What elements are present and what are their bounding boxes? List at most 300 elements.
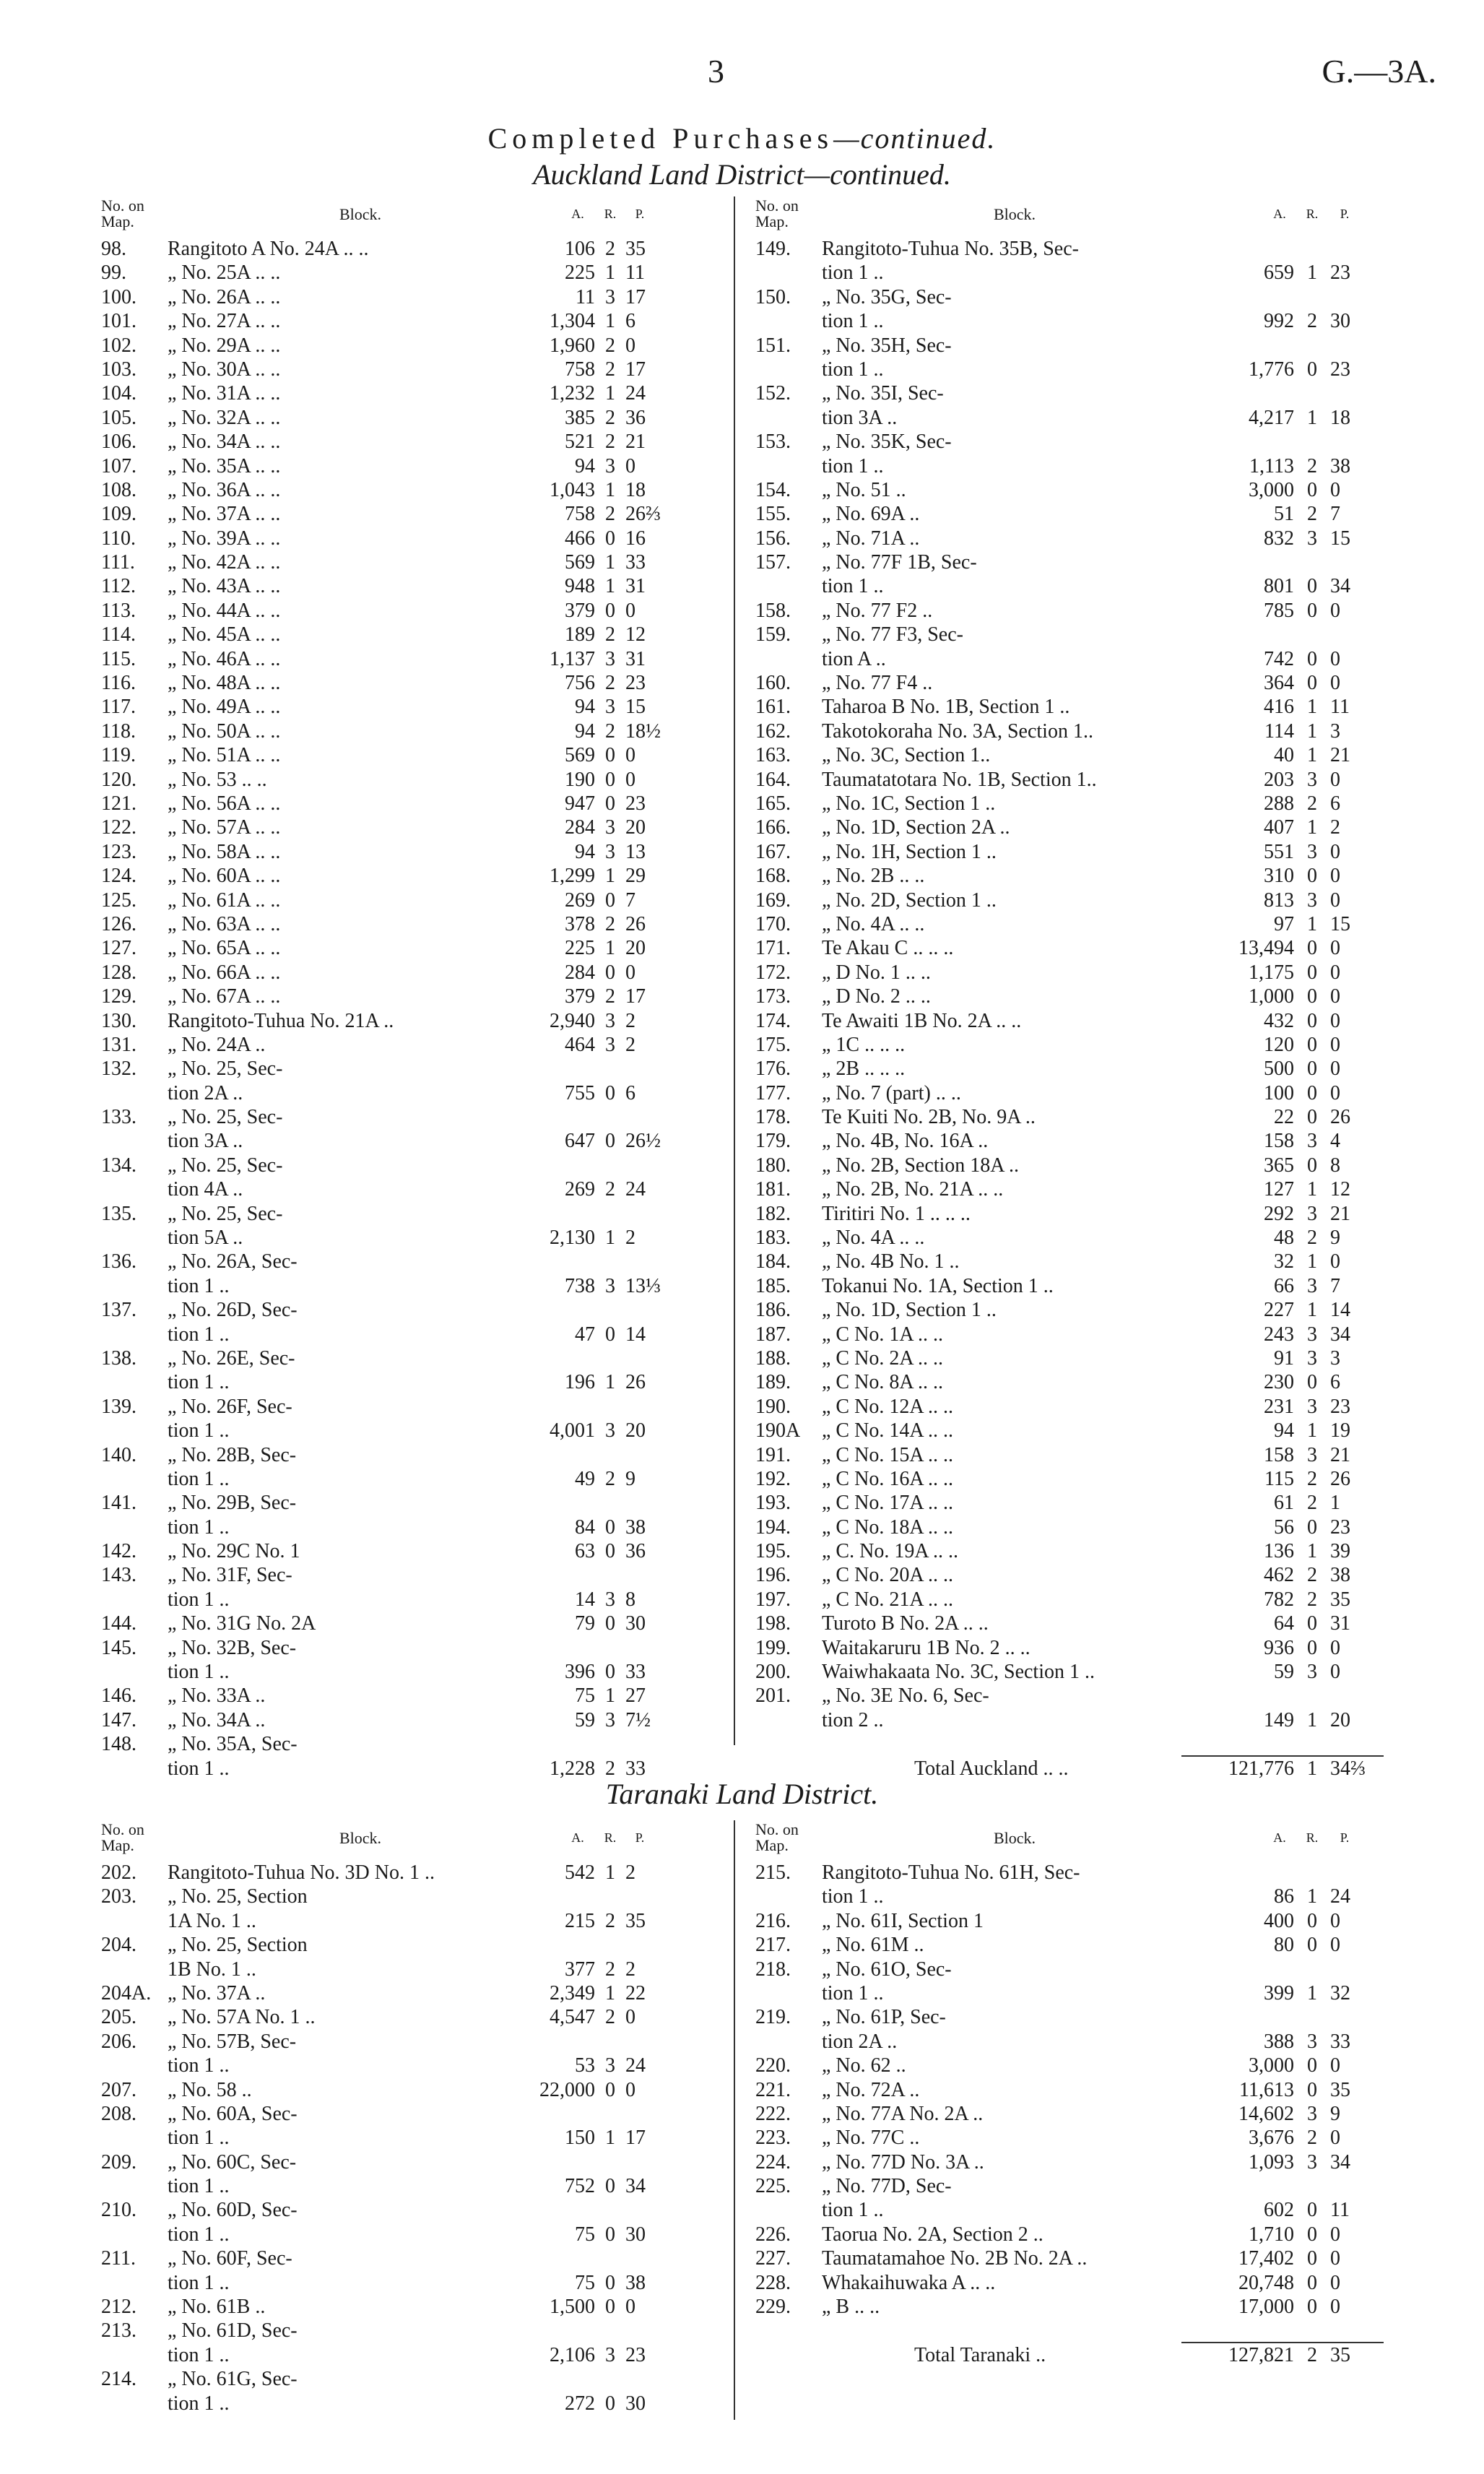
acres-value: 758 [565, 358, 595, 381]
map-number: 188. [755, 1346, 791, 1370]
acres-value: 948 [565, 575, 595, 598]
block-name: „ No. 4A .. .. [822, 1227, 925, 1250]
acres-value: 813 [1264, 888, 1294, 912]
perches-value: 2 [625, 1958, 635, 1981]
perches-value: 0 [1330, 1081, 1340, 1104]
acres-value: 569 [565, 744, 595, 767]
map-number: 169. [755, 888, 791, 912]
perches-value: 0 [1330, 1636, 1340, 1659]
map-number: 158. [755, 599, 791, 622]
roods-value: 0 [1307, 1057, 1317, 1081]
map-number: 109. [101, 503, 136, 526]
table-row [755, 2271, 1391, 2295]
perches-value: 35 [625, 1909, 646, 1932]
roods-value: 1 [605, 865, 615, 888]
table-row [755, 2054, 1391, 2077]
acres-value: 659 [1264, 261, 1294, 285]
table-row [755, 1154, 1391, 1177]
table-row [755, 285, 1391, 309]
acres-value: 106 [565, 238, 595, 260]
acres-value: 14 [575, 1588, 595, 1611]
table-row [101, 237, 708, 261]
acres-value: 400 [1264, 1909, 1294, 1932]
perches-value: 34 [1330, 2150, 1350, 2174]
block-name: „ C No. 20A .. .. [822, 1564, 953, 1587]
block-name: tion 1 .. [822, 261, 884, 285]
perches-value: 21 [1330, 744, 1350, 767]
table-row [755, 1539, 1391, 1563]
block-name: „ No. 30A .. .. [168, 358, 281, 381]
roods-value: 2 [1307, 1588, 1317, 1611]
block-name: „ No. 61B .. [168, 2296, 266, 2319]
map-number: 217. [755, 1934, 791, 1957]
page-title [0, 121, 1484, 155]
acres-value: 742 [1264, 647, 1294, 670]
block-name: „ No. 27A .. .. [168, 310, 281, 333]
perches-value: 34 [1330, 1323, 1350, 1346]
table-row [101, 1105, 708, 1129]
table-row [755, 2198, 1391, 2222]
table-row [755, 454, 1391, 478]
table-row [101, 2005, 708, 2029]
perches-value: 0 [1330, 1250, 1340, 1273]
table-row [101, 1958, 708, 1981]
roods-value: 1 [605, 261, 615, 285]
block-name: „ No. 26A, Sec- [168, 1250, 298, 1273]
table-row [755, 1933, 1391, 1957]
roods-value: 0 [1307, 358, 1317, 381]
acres-value: 196 [565, 1371, 595, 1394]
table-row [755, 1105, 1391, 1129]
table-row [755, 1958, 1391, 1981]
roods-value: 0 [1307, 2054, 1317, 2077]
map-number: 152. [755, 382, 791, 405]
acres-value: 2,940 [550, 1009, 595, 1032]
perches-value: 0 [625, 961, 635, 984]
map-number: 112. [101, 575, 136, 598]
block-name: „ C No. 2A .. .. [822, 1346, 943, 1370]
map-number: 222. [755, 2102, 791, 2125]
perches-value: 12 [625, 623, 646, 646]
map-number: 177. [755, 1081, 791, 1104]
acres-value: 231 [1264, 1395, 1294, 1418]
perches-value: 35 [625, 238, 646, 260]
acres-value: 521 [565, 431, 595, 454]
table-row [101, 1885, 708, 1908]
block-name: „ No. 58A .. .. [168, 840, 281, 863]
map-number: 209. [101, 2150, 136, 2174]
block-name: tion 1 .. [168, 1371, 230, 1394]
acres-value: 551 [1264, 840, 1294, 863]
roods-value: 0 [605, 2175, 615, 2198]
acres-value: 947 [565, 792, 595, 815]
table-row [755, 1981, 1391, 2005]
roods-value: 1 [605, 1861, 615, 1884]
table-row [755, 406, 1391, 430]
block-name: „ No. 33A .. [168, 1684, 266, 1708]
table-row [101, 381, 708, 405]
map-number: 166. [755, 816, 791, 839]
acres-value: 203 [1264, 768, 1294, 791]
acres-value: 756 [565, 672, 595, 695]
perches-value: 26½ [625, 1130, 661, 1153]
roods-value: 1 [1307, 1708, 1317, 1731]
table-row [101, 502, 708, 526]
table-row [101, 2102, 708, 2126]
map-number: 110. [101, 527, 136, 550]
header-no-on-map [101, 198, 144, 230]
roods-value: 2 [605, 912, 615, 935]
block-name: Taumatatotara No. 1B, Section 1.. [822, 768, 1097, 791]
roods-value: 0 [1307, 865, 1317, 888]
map-number: 183. [755, 1227, 791, 1250]
acres-value: 832 [1264, 527, 1294, 550]
block-name: tion 1 .. [168, 2343, 230, 2366]
roods-value: 3 [605, 1419, 615, 1443]
perches-value: 12 [1330, 1178, 1350, 1201]
table-row [101, 768, 708, 792]
perches-value: 6 [625, 310, 635, 333]
block-name: Takotokoraha No. 3A, Section 1.. [822, 719, 1093, 743]
table-row [101, 1539, 708, 1563]
table-row [755, 2174, 1391, 2198]
map-number: 103. [101, 358, 136, 381]
table-row [755, 261, 1391, 285]
perches-value: 36 [625, 1540, 646, 1563]
map-number: 190A [755, 1419, 801, 1443]
block-name: tion 1 .. [168, 2223, 230, 2246]
table-row [101, 1443, 708, 1467]
map-number: 186. [755, 1299, 791, 1322]
perches-value: 27 [625, 1684, 646, 1708]
acres-value: 1,113 [1249, 454, 1294, 477]
map-number: 206. [101, 2030, 136, 2053]
table-row [755, 430, 1391, 454]
block-name: „ C No. 18A .. .. [822, 1515, 953, 1539]
header-no-on-map [755, 1822, 799, 1854]
perches-value: 4 [1330, 1130, 1340, 1153]
roods-value: 2 [605, 719, 615, 743]
acres-value: 785 [1264, 599, 1294, 622]
map-number: 104. [101, 382, 136, 405]
block-name: „ No. 2B, Section 18A .. [822, 1154, 1019, 1177]
roods-value: 1 [1307, 1757, 1317, 1780]
perches-value: 13 [625, 840, 646, 863]
acres-value: 379 [565, 599, 595, 622]
perches-value: 0 [625, 599, 635, 622]
map-number: 154. [755, 478, 791, 501]
perches-value: 30 [1330, 310, 1350, 333]
perches-value: 21 [1330, 1443, 1350, 1466]
map-number: 220. [755, 2054, 791, 2077]
roods-value: 3 [605, 1274, 615, 1297]
perches-value: 2 [625, 1227, 635, 1250]
block-name: „ No. 28B, Sec- [168, 1443, 297, 1466]
perches-value: 0 [1330, 2271, 1340, 2294]
roods-value: 3 [605, 1009, 615, 1032]
acres-value: 63 [575, 1540, 595, 1563]
table-row [101, 1981, 708, 2005]
roods-value: 0 [1307, 1033, 1317, 1056]
map-number: 225. [755, 2175, 791, 2198]
roods-value: 1 [605, 937, 615, 960]
table-row [755, 2246, 1391, 2270]
roods-value: 3 [1307, 1274, 1317, 1297]
table-row [755, 2030, 1391, 2054]
roods-value: 2 [605, 1178, 615, 1201]
map-number: 195. [755, 1540, 791, 1563]
map-number: 137. [101, 1299, 136, 1322]
map-number: 150. [755, 285, 791, 308]
map-number: 113. [101, 599, 136, 622]
table-row [101, 743, 708, 767]
block-name: „ No. 61M .. [822, 1934, 924, 1957]
table-row [755, 1636, 1391, 1660]
table-row [101, 454, 708, 478]
document-reference: G.—3A. [1322, 53, 1436, 90]
table-row [755, 864, 1391, 888]
roods-value: 3 [1307, 1130, 1317, 1153]
roods-value: 0 [1307, 575, 1317, 598]
table-row [101, 2343, 708, 2367]
block-name: „ No. 43A .. .. [168, 575, 281, 598]
table-row [755, 1563, 1391, 1587]
block-name: „ No. 61P, Sec- [822, 2006, 946, 2029]
map-number: 196. [755, 1564, 791, 1587]
perches-value: 6 [1330, 1371, 1340, 1394]
perches-value: 19 [1330, 1419, 1350, 1443]
acres-value: 22,000 [539, 2078, 595, 2101]
acres-value: 3,676 [1249, 2127, 1294, 2150]
roods-value: 1 [605, 575, 615, 598]
block-name: tion 5A .. [168, 1227, 243, 1250]
roods-value: 2 [605, 1467, 615, 1490]
table-row [101, 671, 708, 695]
perches-value: 0 [1330, 1909, 1340, 1932]
map-number: 193. [755, 1492, 791, 1515]
perches-value: 15 [1330, 912, 1350, 935]
roods-value: 3 [605, 1588, 615, 1611]
roods-value: 1 [1307, 1981, 1317, 2004]
block-name: Tokanui No. 1A, Section 1 .. [822, 1274, 1054, 1297]
map-number: 197. [755, 1588, 791, 1611]
map-number: 136. [101, 1250, 136, 1273]
block-name: „ No. 60F, Sec- [168, 2247, 292, 2270]
block-name: „ C No. 17A .. .. [822, 1492, 953, 1515]
roods-value: 2 [605, 1958, 615, 1981]
table-row [755, 1708, 1391, 1732]
block-name: „ No. 61D, Sec- [168, 2319, 298, 2343]
perches-value: 23 [1330, 261, 1350, 285]
table-row [755, 574, 1391, 598]
table-row [755, 912, 1391, 936]
table-row [101, 1684, 708, 1708]
header-no-on-label: No. on [101, 196, 144, 215]
perches-value: 0 [625, 768, 635, 791]
table-row [101, 1419, 708, 1443]
table-row [755, 792, 1391, 816]
block-name: tion 1 .. [168, 1419, 230, 1443]
table-row [755, 1443, 1391, 1467]
table-row [101, 1346, 708, 1370]
perches-value: 0 [1330, 888, 1340, 912]
perches-value: 24 [625, 2054, 646, 2077]
table-row [101, 2054, 708, 2077]
map-number: 213. [101, 2319, 136, 2343]
table-row [101, 647, 708, 671]
perches-value: 17 [625, 358, 646, 381]
block-name: „ No. 77D, Sec- [822, 2175, 952, 2198]
block-name: „ D No. 1 .. .. [822, 961, 931, 984]
table-row [101, 1323, 708, 1346]
roods-value: 2 [605, 1757, 615, 1780]
perches-value: 18 [1330, 406, 1350, 429]
roods-value: 0 [1307, 1154, 1317, 1177]
block-name: tion 2A .. [168, 1081, 243, 1104]
block-name: tion 1 .. [822, 575, 884, 598]
perches-value: 21 [625, 431, 646, 454]
perches-value: 24 [625, 1178, 646, 1201]
block-name: „ No. 32B, Sec- [168, 1636, 297, 1659]
perches-value: 16 [625, 527, 646, 550]
roods-value: 3 [1307, 1323, 1317, 1346]
roods-value: 3 [605, 816, 615, 839]
roods-value: 3 [1307, 2030, 1317, 2053]
table-row [755, 1419, 1391, 1443]
map-number: 219. [755, 2006, 791, 2029]
perches-value: 7 [625, 888, 635, 912]
block-name: „ No. 34A .. [168, 1708, 266, 1731]
perches-value: 20 [625, 937, 646, 960]
block-name: tion 1 .. [168, 2175, 230, 2198]
block-name: „ No. 35A, Sec- [168, 1733, 298, 1756]
roods-value: 3 [1307, 527, 1317, 550]
table-row [101, 864, 708, 888]
roods-value: 2 [1307, 1467, 1317, 1490]
perches-value: 11 [1330, 2199, 1350, 2222]
table-row [755, 2150, 1391, 2174]
roods-value: 3 [1307, 888, 1317, 912]
map-number: 98. [101, 238, 126, 260]
block-name: „ No. 51A .. .. [168, 744, 281, 767]
map-number: 108. [101, 478, 136, 501]
acres-value: 752 [565, 2175, 595, 2198]
roods-value: 2 [605, 238, 615, 260]
perches-value: 26 [625, 912, 646, 935]
perches-value: 20 [625, 816, 646, 839]
map-number: 142. [101, 1540, 136, 1563]
acres-value: 1,000 [1249, 985, 1294, 1008]
roods-value: 0 [1307, 647, 1317, 670]
map-number: 126. [101, 912, 136, 935]
table-row [101, 1612, 708, 1635]
block-name: „ No. 57A No. 1 .. [168, 2006, 316, 2029]
block-name: „ No. 60C, Sec- [168, 2150, 297, 2174]
acres-value: 14,602 [1238, 2102, 1294, 2125]
perches-value: 38 [625, 1515, 646, 1539]
title-continued: —continued. [833, 122, 997, 155]
perches-value: 9 [1330, 1227, 1340, 1250]
map-number: 190. [755, 1395, 791, 1418]
roods-value: 0 [1307, 1515, 1317, 1539]
acres-value: 91 [1274, 1346, 1294, 1370]
perches-value: 26 [1330, 1467, 1350, 1490]
roods-value: 1 [1307, 1178, 1317, 1201]
perches-value: 32 [1330, 1981, 1350, 2004]
perches-value: 0 [1330, 1009, 1340, 1032]
perches-value: 0 [1330, 1934, 1340, 1957]
map-number: 161. [755, 696, 791, 719]
table-row [101, 2198, 708, 2222]
block-name: „ No. 77 F3, Sec- [822, 623, 963, 646]
block-name: tion 1 .. [168, 1274, 230, 1297]
map-number: 116. [101, 672, 136, 695]
header-acres: A. [571, 1830, 584, 1845]
perches-value: 35 [1330, 1588, 1350, 1611]
map-number: 151. [755, 334, 791, 357]
roods-value: 0 [1307, 1612, 1317, 1635]
map-number: 214. [101, 2368, 136, 2391]
taranaki-district-heading [0, 1777, 1484, 1811]
block-name: tion 1 .. [822, 358, 884, 381]
block-name: „ No. 77A No. 2A .. [822, 2102, 984, 2125]
block-name: „ No. 37A .. [168, 1981, 266, 2004]
acres-value: 94 [575, 840, 595, 863]
acres-value: 2,106 [550, 2343, 595, 2366]
roods-value: 1 [1307, 1540, 1317, 1563]
acres-value: 64 [1274, 1612, 1294, 1635]
block-name: tion 1 .. [168, 2127, 230, 2150]
perches-value: 1 [1330, 1492, 1340, 1515]
roods-value: 3 [1307, 1661, 1317, 1684]
map-number: 144. [101, 1612, 136, 1635]
header-perches: P. [635, 207, 645, 221]
block-name: „ No. 2B, No. 21A .. .. [822, 1178, 1004, 1201]
column-header [101, 1820, 708, 1861]
map-number: 100. [101, 285, 136, 308]
acres-value: 94 [1274, 1419, 1294, 1443]
block-name: „ No. 57A .. .. [168, 816, 281, 839]
perches-value: 18 [625, 478, 646, 501]
perches-value: 3 [1330, 719, 1340, 743]
block-name: „ No. 77F 1B, Sec- [822, 551, 977, 574]
roods-value: 0 [1307, 961, 1317, 984]
block-name: „ No. 2D, Section 1 .. [822, 888, 997, 912]
block-name: „ No. 51 .. [822, 478, 906, 501]
perches-value: 35 [1330, 2078, 1350, 2101]
roods-value: 3 [605, 696, 615, 719]
acres-value: 1,228 [550, 1757, 595, 1780]
map-number: 115. [101, 647, 136, 670]
acres-value: 396 [565, 1661, 595, 1684]
perches-value: 7 [1330, 1274, 1340, 1297]
block-name: „ No. 65A .. .. [168, 937, 281, 960]
map-number: 218. [755, 1958, 791, 1981]
roods-value: 0 [1307, 1909, 1317, 1932]
table-row [101, 1298, 708, 1322]
perches-value: 38 [1330, 454, 1350, 477]
header-perches: P. [635, 1830, 645, 1845]
block-name: „ C No. 1A .. .. [822, 1323, 943, 1346]
header-no-on-label: No. on [755, 196, 799, 215]
map-number: 128. [101, 961, 136, 984]
acres-value: 755 [565, 1081, 595, 1104]
total-rule [1181, 2342, 1384, 2343]
perches-value: 0 [1330, 1661, 1340, 1684]
acres-value: 3,000 [1249, 478, 1294, 501]
map-number: 107. [101, 454, 136, 477]
roods-value: 1 [605, 1371, 615, 1394]
